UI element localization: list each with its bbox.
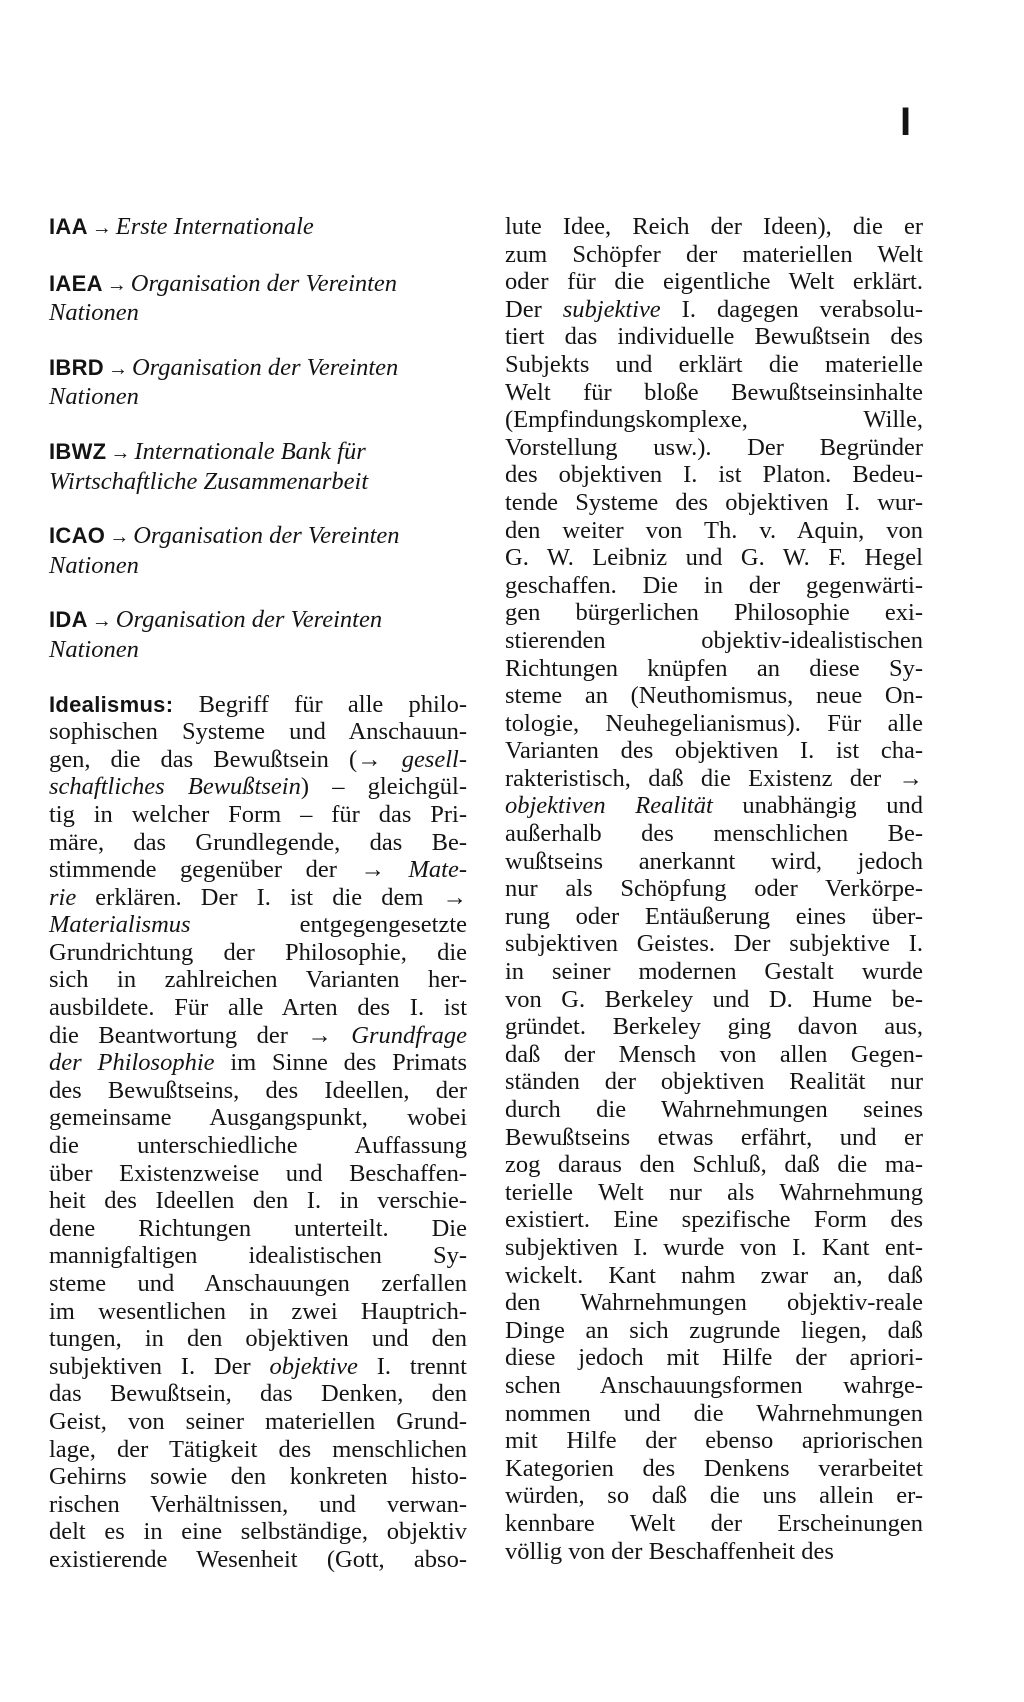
- text-line: in seiner modernen Gestalt wurde: [505, 958, 923, 986]
- text-line: nur als Schöpfung oder Verkörpe-: [505, 875, 923, 903]
- cross-ref-arrow-icon: →: [91, 217, 112, 239]
- cross-reference: Materialismus: [49, 911, 191, 939]
- text-line: das Bewußtsein, das Denken, den: [49, 1380, 467, 1408]
- text-line: wußtseins anerkannt wird, jedoch: [505, 847, 923, 875]
- text-line: völlig von der Beschaffenheit des: [505, 1537, 834, 1565]
- text-line: Bewußtseins etwas erfährt, und er: [505, 1123, 923, 1151]
- text-line: daß der Mensch von allen Gegen-: [505, 1040, 923, 1068]
- text-line: des objektiven I. ist Platon. Bedeu-: [505, 461, 923, 489]
- text-line: unabhängig und: [712, 792, 923, 820]
- text-line: existiert. Eine spezifische Form des: [505, 1206, 923, 1234]
- entry-ibwz: [49, 438, 467, 495]
- cross-ref-arrow-icon: →: [107, 357, 128, 380]
- text-line: über Existenzweise und Beschaffen-: [49, 1159, 467, 1187]
- text-line: lage, der Tätigkeit des menschlichen: [49, 1435, 467, 1463]
- text-line: gemeinsame Ausgangspunkt, wobei: [49, 1104, 467, 1132]
- text-line: im wesentlichen in zwei Hauptrich-: [49, 1297, 467, 1325]
- text-line: steme und Anschauungen zerfallen: [49, 1270, 467, 1297]
- entry-iaa: [49, 213, 467, 243]
- text-line: ständen der objektiven Realität nur: [505, 1068, 923, 1096]
- cross-reference: der Philosophie: [49, 1049, 215, 1077]
- text-line: tig in welcher Form – für das Pri-: [49, 800, 467, 828]
- entry-idealismus: [49, 691, 467, 1574]
- cross-reference: rie: [49, 883, 77, 911]
- text-line: I. trennt: [357, 1352, 467, 1380]
- cross-reference: Organisation der Vereinten: [131, 353, 399, 381]
- text-line: ausbildete. Für alle Arten des I. ist: [49, 994, 467, 1022]
- text-line: gen bürgerlichen Philosophie exi-: [505, 599, 923, 627]
- text-line: tungen, in den objektiven und den: [49, 1325, 467, 1353]
- text-line: G. W. Leibniz und G. W. F. Hegel: [505, 544, 923, 572]
- text-line: wickelt. Kant nahm zwar an, daß: [505, 1261, 923, 1289]
- entry-headword: IBRD: [49, 354, 104, 380]
- entry-ida: [49, 606, 467, 663]
- text-line: Der: [505, 295, 563, 323]
- cross-reference: Grundfrage: [351, 1021, 467, 1049]
- text-line: im Sinne des Primats: [214, 1049, 467, 1077]
- cross-reference: objektiven Realität: [505, 792, 713, 820]
- cross-ref-arrow-icon: →: [91, 610, 112, 633]
- text-line: existierende Wesenheit (Gott, abso-: [49, 1545, 467, 1573]
- cross-reference-cont: Nationen: [49, 383, 139, 411]
- cross-reference: gesell-: [401, 745, 467, 773]
- cross-ref-arrow-icon: →: [106, 273, 127, 296]
- text-line: stierenden objektiv-idealistischen: [505, 626, 923, 654]
- cross-reference-cont: Nationen: [49, 299, 139, 327]
- text-line: lute Idee, Reich der Ideen), die er: [505, 213, 923, 240]
- entry-ibrd: [49, 354, 467, 411]
- cross-ref-arrow-icon: →: [109, 526, 130, 549]
- cross-reference: schaftliches Bewußtsein: [49, 773, 301, 801]
- text-line: Welt für bloße Bewußtseinsinhalte: [505, 378, 923, 406]
- text-line: Gehirns sowie den konkreten histo-: [49, 1463, 467, 1491]
- entry-headword: IAEA: [49, 270, 103, 296]
- text-line: delt es in eine selbständige, objektiv: [49, 1518, 467, 1546]
- text-line: den Wahrnehmungen objektiv-reale: [505, 1289, 923, 1317]
- text-line: Vorstellung usw.). Der Begründer: [505, 433, 923, 461]
- cross-reference: Erste Internationale: [115, 213, 314, 240]
- text-line: Dinge an sich zugrunde liegen, daß: [505, 1316, 923, 1344]
- text-line: von G. Berkeley und D. Hume be-: [505, 985, 923, 1013]
- text-line: gen, die das Bewußtsein (→: [49, 745, 402, 773]
- cross-reference: Organisation der Vereinten: [133, 522, 400, 550]
- text-line: zog daraus den Schluß, daß die ma-: [505, 1151, 923, 1179]
- text-line: terielle Welt nur als Wahrnehmung: [505, 1178, 923, 1206]
- text-line: rakteristisch, daß die Existenz der →: [505, 764, 923, 792]
- cross-reference: Organisation der Vereinten: [115, 606, 383, 634]
- cross-reference-cont: Nationen: [49, 635, 139, 663]
- entry-idealismus-continued: [505, 213, 923, 1565]
- text-line: diese jedoch mit Hilfe der apriori-: [505, 1344, 923, 1372]
- entry-headword: IDA: [49, 607, 88, 633]
- entry-iaea: [49, 270, 467, 327]
- text-line: geschaffen. Die in der gegenwärti-: [505, 571, 923, 599]
- text-line: Richtungen knüpfen an diese Sy-: [505, 654, 923, 682]
- cross-ref-arrow-icon: →: [110, 441, 131, 464]
- text-line: steme an (Neuthomismus, neue On-: [505, 682, 923, 710]
- text-line: Grundrichtung der Philosophie, die: [49, 938, 467, 966]
- text-line: I. dagegen verabsolu-: [660, 295, 923, 323]
- text-line: tende Systeme des objektiven I. wur-: [505, 488, 923, 516]
- text-line: oder für die eigentliche Welt erklärt.: [505, 268, 923, 296]
- text-line: nommen und die Wahrnehmungen: [505, 1399, 923, 1427]
- entry-icao: [49, 522, 467, 579]
- text-line: kennbare Welt der Erscheinungen: [505, 1509, 923, 1537]
- text-line: die Beantwortung der →: [49, 1021, 352, 1049]
- text-line: tiert das individuelle Bewußtsein des: [505, 323, 923, 351]
- text-line: subjektiven I. Der: [49, 1352, 270, 1380]
- text-line: Varianten des objektiven I. ist cha-: [505, 737, 923, 765]
- text-line: subjektiven Geistes. Der subjektive I.: [505, 930, 923, 958]
- entry-headword: IBWZ: [49, 438, 107, 464]
- cross-reference-cont: Wirtschaftliche Zusammenarbeit: [49, 467, 369, 495]
- emphasis: subjektive: [562, 295, 661, 323]
- text-line: außerhalb des menschlichen Be-: [505, 820, 923, 848]
- left-column: [49, 213, 467, 1574]
- text-line: rung oder Entäußerung eines über-: [505, 902, 923, 930]
- cross-reference: Organisation der Vereinten: [130, 269, 398, 297]
- text-line: durch die Wahrnehmungen seines: [505, 1096, 923, 1123]
- cross-reference-cont: Nationen: [49, 551, 139, 579]
- emphasis: objektive: [269, 1352, 358, 1380]
- text-line: dene Richtungen unterteilt. Die: [49, 1214, 467, 1242]
- text-line: Kategorien des Denkens verarbeitet: [505, 1454, 923, 1482]
- text-line: zum Schöpfer der materiellen Welt: [505, 240, 923, 268]
- text-line: die unterschiedliche Auffassung: [49, 1132, 467, 1160]
- text-line: subjektiven I. wurde von I. Kant ent-: [505, 1233, 923, 1261]
- text-line: märe, das Grundlegende, das Be-: [49, 828, 467, 856]
- text-line: entgegengesetzte: [190, 911, 467, 939]
- text-line: Subjekts und erklärt die materielle: [505, 350, 923, 378]
- text-line: Geist, von seiner materiellen Grund-: [49, 1407, 467, 1435]
- page-section-letter: I: [900, 100, 912, 144]
- text-line: Begriff für alle philo-: [198, 690, 468, 718]
- entry-headword: Idealismus:: [49, 691, 174, 717]
- cross-reference: Mate-: [408, 856, 467, 884]
- text-line: ) – gleichgül-: [300, 773, 467, 801]
- text-line: heit des Ideellen den I. in verschie-: [49, 1187, 467, 1215]
- text-line: stimmende gegenüber der →: [49, 856, 409, 884]
- text-line: rischen Verhältnissen, und verwan-: [49, 1490, 467, 1518]
- text-line: mit Hilfe der ebenso apriorischen: [505, 1427, 923, 1455]
- entry-headword: IAA: [49, 214, 88, 239]
- text-line: schen Anschauungsformen wahrge-: [505, 1371, 923, 1399]
- right-column: [505, 213, 923, 1565]
- text-line: (Empfindungskomplexe, Wille,: [505, 406, 923, 434]
- text-line: würden, so daß die uns allein er-: [505, 1482, 923, 1510]
- text-line: den weiter von Th. v. Aquin, von: [505, 516, 923, 544]
- text-line: gründet. Berkeley ging davon aus,: [505, 1013, 923, 1041]
- text-line: des Bewußtseins, des Ideellen, der: [49, 1076, 467, 1104]
- cross-reference: Internationale Bank für: [134, 437, 366, 465]
- text-line: mannigfaltigen idealistischen Sy-: [49, 1242, 467, 1270]
- text-line: sich in zahlreichen Varianten her-: [49, 966, 467, 994]
- text-line: tologie, Neuhegelianismus). Für alle: [505, 709, 923, 737]
- text-line: erklären. Der I. ist die dem →: [76, 883, 467, 911]
- text-line: sophischen Systeme und Anschauun-: [49, 718, 467, 746]
- entry-headword: ICAO: [49, 523, 106, 549]
